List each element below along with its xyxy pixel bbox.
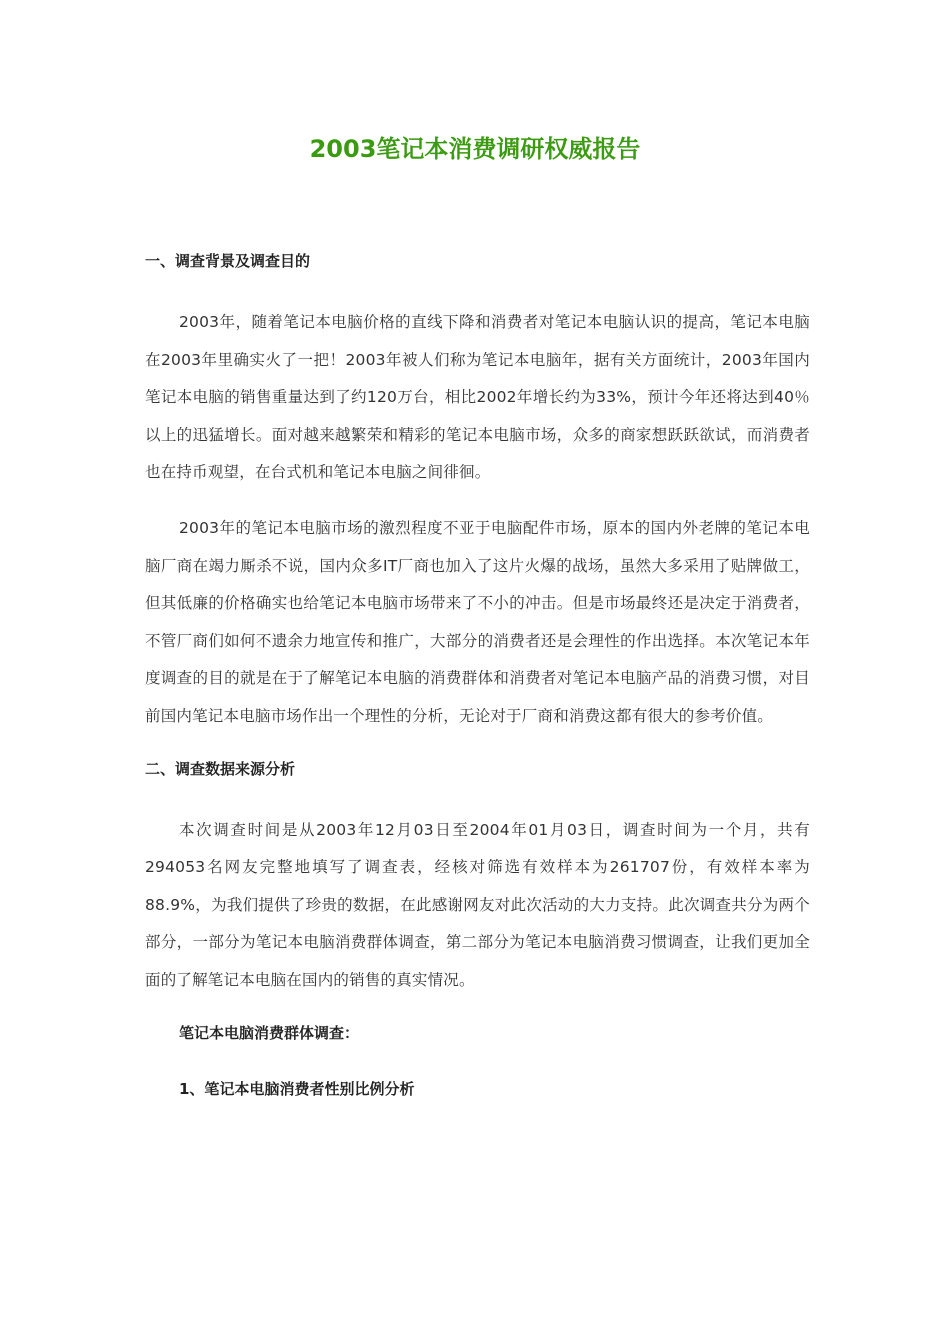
document-body [145,248,810,1102]
subheading-gender-ratio-analysis: 1、笔记本电脑消费者性别比例分析 [179,1079,415,1098]
paragraph-data-source: 本次调查时间是从2003年12月03日至2004年01月03日，调查时间为一个月，共有294053名网友完整地填写了调查表，经核对筛选有效样本为261707份，有效样本率为88.9%，为我们提供了珍贵的数据，在此感谢网友对此次活动的大力支持。此次调查共分为两个部分，一部分为笔记本电脑消费群体调查，第二部分为笔记本电脑消费习惯调查，让我们更加全面的了解笔记本电脑在国内的销售的真实情况。 [145,820,810,989]
section-heading-data-source: 二、调查数据来源分析 [145,759,296,778]
subheading-consumer-group-survey: 笔记本电脑消费群体调查： [179,1023,360,1042]
paragraph-background-2: 2003年的笔记本电脑市场的激烈程度不亚于电脑配件市场，原本的国内外老牌的笔记本电脑厂商在竭力厮杀不说，国内众多IT厂商也加入了这片火爆的战场，虽然大多采用了贴牌做工，但其低廉的价格确实也给笔记本电脑市场带来了不小的冲击。但是市场最终还是决定于消费者，不管厂商们如何不遗余力地宣传和推广，大部分的消费者还是会理性的作出选择。本次笔记本年度调查的目的就是在于了解笔记本电脑的消费群体和消费者对笔记本电脑产品的消费习惯，对目前国内笔记本电脑市场作出一个理性的分析，无论对于厂商和消费这都有很大的参考价值。 [145,518,810,725]
paragraph-background-1: 2003年，随着笔记本电脑价格的直线下降和消费者对笔记本电脑认识的提高，笔记本电脑在2003年里确实火了一把！2003年被人们称为笔记本电脑年，据有关方面统计，2003年国内笔记本电脑的销售重量达到了约120万台，相比2002年增长约为33%，预计今年还将达到40％以上的迅猛增长。面对越来越繁荣和精彩的笔记本电脑市场，众多的商家想跃跃欲试，而消费者也在持币观望，在台式机和笔记本电脑之间徘徊。 [145,313,810,482]
section-heading-background: 一、调查背景及调查目的 [145,252,311,270]
document-title: 2003笔记本消费调研权威报告 [309,135,641,163]
